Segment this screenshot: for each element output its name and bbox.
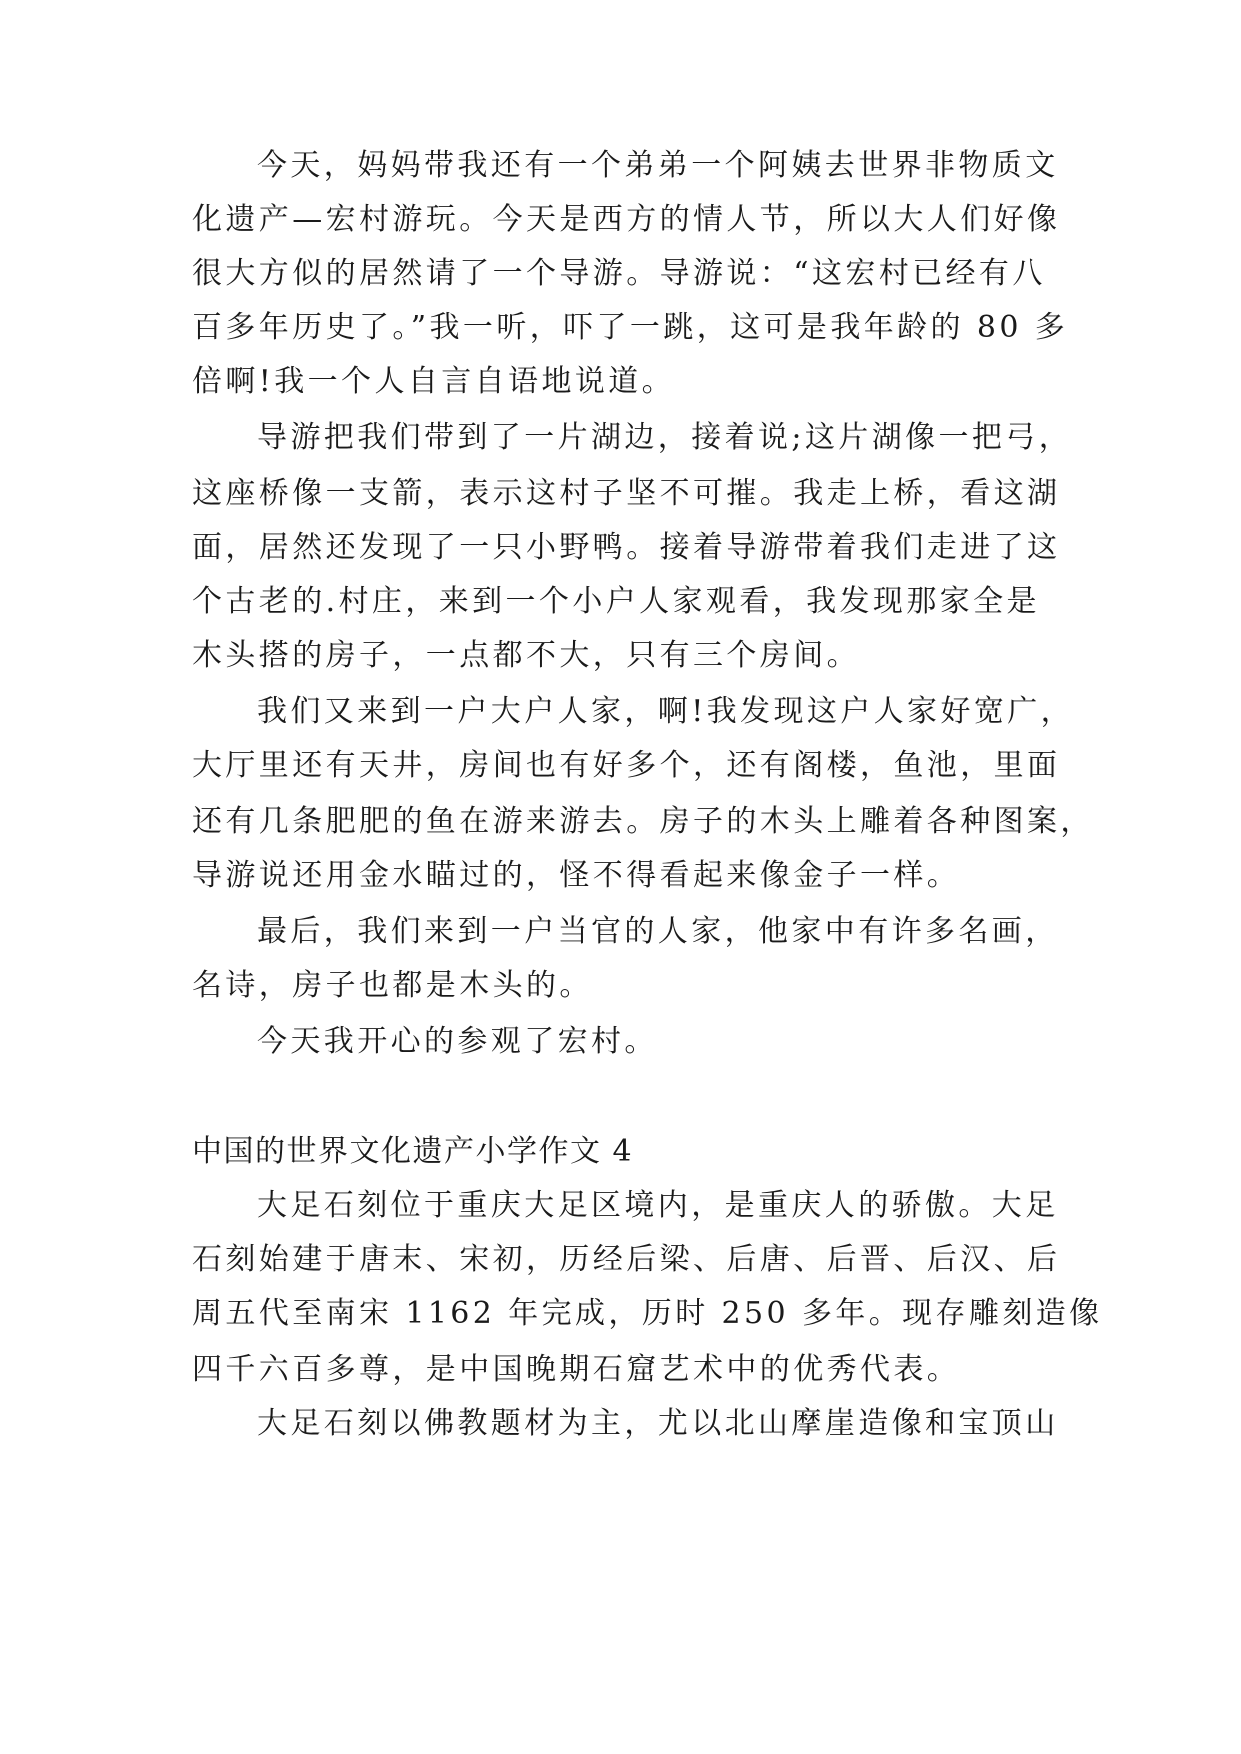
- section-paragraph-1-line-1: 大足石刻位于重庆大足区境内，是重庆人的骄傲。大足: [257, 1188, 1059, 1223]
- section-heading: 中国的世界文化遗产小学作文 4: [192, 1134, 634, 1169]
- paragraph-3-line-1: 我们又来到一户大户人家，啊!我发现这户人家好宽广，: [257, 694, 1075, 729]
- paragraph-1-line-2: 化遗产—宏村游玩。今天是西方的情人节，所以大人们好像: [192, 202, 1061, 237]
- section-paragraph-1-line-3: 周五代至南宋 1162 年完成，历时 250 多年。现存雕刻造像: [192, 1296, 1103, 1331]
- paragraph-1-line-3: 很大方似的居然请了一个导游。导游说：“这宏村已经有八: [192, 256, 1046, 291]
- paragraph-3-line-2: 大厅里还有天井，房间也有好多个，还有阁楼，鱼池，里面: [192, 748, 1061, 783]
- section-paragraph-2-line-1: 大足石刻以佛教题材为主，尤以北山摩崖造像和宝顶山: [257, 1406, 1059, 1441]
- paragraph-2-line-5: 木头搭的房子，一点都不大，只有三个房间。: [192, 638, 860, 673]
- paragraph-2-line-3: 面，居然还发现了一只小野鸭。接着导游带着我们走进了这: [192, 530, 1061, 565]
- paragraph-3-line-3: 还有几条肥肥的鱼在游来游去。房子的木头上雕着各种图案，: [192, 804, 1094, 839]
- paragraph-1-line-1: 今天，妈妈带我还有一个弟弟一个阿姨去世界非物质文: [257, 148, 1059, 183]
- section-paragraph-1-line-4: 四千六百多尊，是中国晚期石窟艺术中的优秀代表。: [192, 1352, 961, 1387]
- section-paragraph-1-line-2: 石刻始建于唐末、宋初，历经后梁、后唐、后晋、后汉、后: [192, 1242, 1061, 1277]
- paragraph-2-line-1: 导游把我们带到了一片湖边，接着说;这片湖像一把弓，: [257, 420, 1073, 455]
- paragraph-4-line-1: 最后，我们来到一户当官的人家，他家中有许多名画，: [257, 914, 1059, 949]
- paragraph-4-line-2: 名诗，房子也都是木头的。: [192, 968, 593, 1003]
- paragraph-1-line-4: 百多年历史了。”我一听，吓了一跳，这可是我年龄的 80 多: [192, 310, 1069, 345]
- paragraph-1-line-5: 倍啊!我一个人自言自语地说道。: [192, 364, 676, 399]
- paragraph-5-line-1: 今天我开心的参观了宏村。: [257, 1024, 658, 1059]
- paragraph-2-line-4: 个古老的.村庄，来到一个小户人家观看，我发现那家全是: [192, 584, 1040, 619]
- paragraph-3-line-4: 导游说还用金水瞄过的，怪不得看起来像金子一样。: [192, 858, 961, 893]
- paragraph-2-line-2: 这座桥像一支箭，表示这村子坚不可摧。我走上桥，看这湖: [192, 476, 1061, 511]
